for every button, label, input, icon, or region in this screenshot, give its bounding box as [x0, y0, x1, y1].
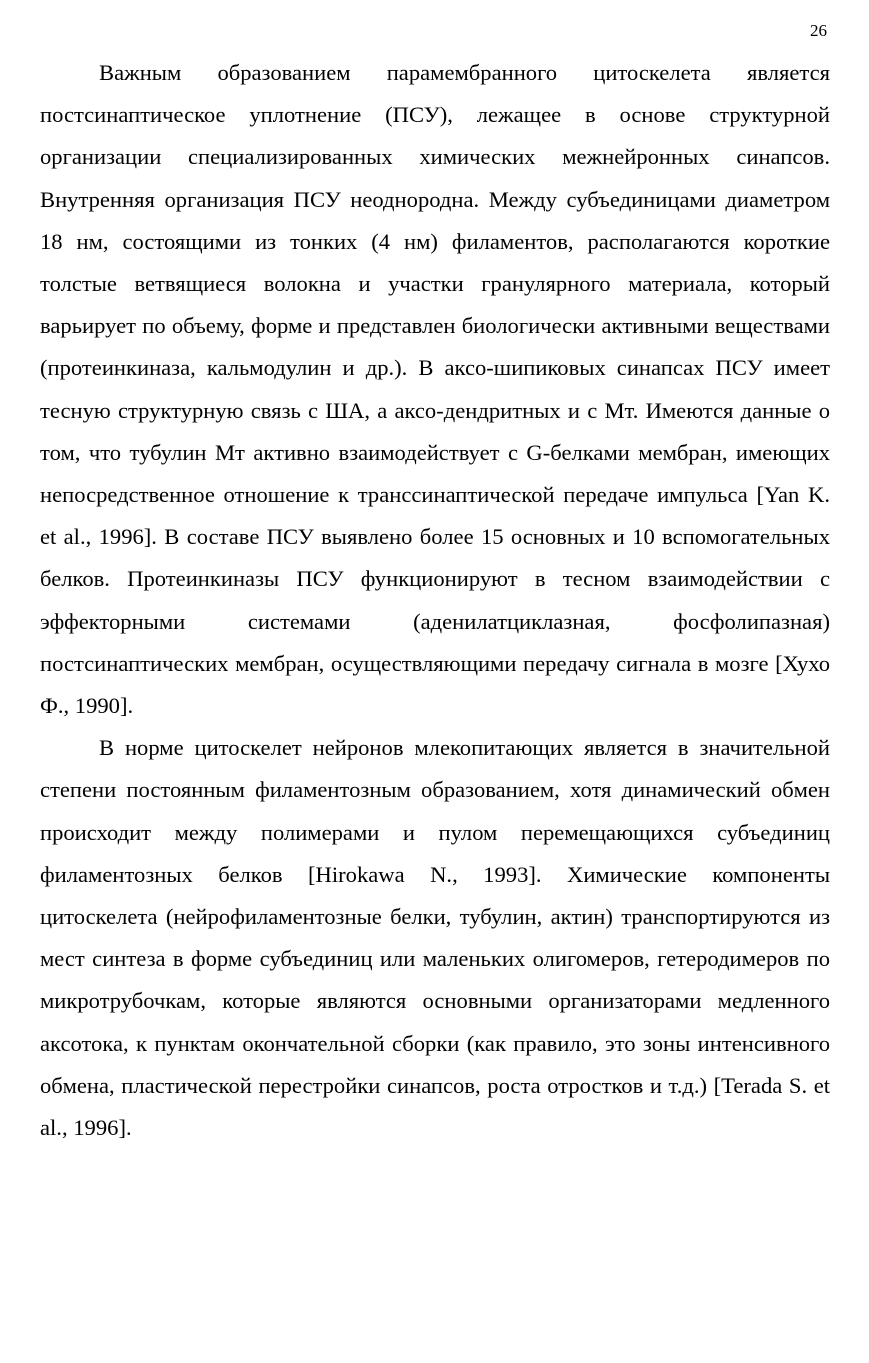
body-text [40, 52, 830, 1149]
paragraph-2: В норме цитоскелет нейронов млекопитающих является в значительной степени постоянным филаментозным образованием, хотя динамический обмен происходит между полимерами и пулом перемещающихся субъединиц филаментозных белков [Hirokawa N., 1993]. Химические компоненты цитоскелета (нейрофиламентозные белки, тубулин, актин) транспортируются из мест синтеза в форме субъединиц или маленьких олигомеров, гетеродимеров по микротрубочкам, которые являются основными организаторами медленного аксотока, к пунктам окончательной сборки (как правило, это зоны интенсивного обмена, пластической перестройки синапсов, роста отростков и т.д.) [Terada S. et al., 1996]. [40, 735, 830, 1141]
paragraph-1: Важным образованием парамембранного цитоскелета является постсинаптическое уплотнение (ПСУ), лежащее в основе структурной организации специализированных химических межнейронных синапсов. Внутренняя организация ПСУ неоднородна. Между субъединицами диаметром 18 нм, состоящими из тонких (4 нм) филаментов, располагаются короткие толстые ветвящиеся волокна и участки гранулярного материала, который варьирует по объему, форме и представлен биологически активными веществами (протеинкиназа, кальмодулин и др.). В аксо-шипиковых синапсах ПСУ имеет тесную структурную связь с ША, а аксо-дендритных и с Мт. Имеются данные о том, что тубулин Мт активно взаимодействует с G-белками мембран, имеющих непосредственное отношение к транссинаптической передаче импульса [Yan K. et al., 1996]. В составе ПСУ выявлено более 15 основных и 10 вспомогательных белков. Протеинкиназы ПСУ функционируют в тесном взаимодействии с эффекторными системами (аденилатциклазная, фосфолипазная) постсинаптических мембран, осуществляющими передачу сигнала в мозге [Хухо Ф., 1990]. [40, 60, 830, 719]
page-number: 26 [810, 21, 827, 40]
